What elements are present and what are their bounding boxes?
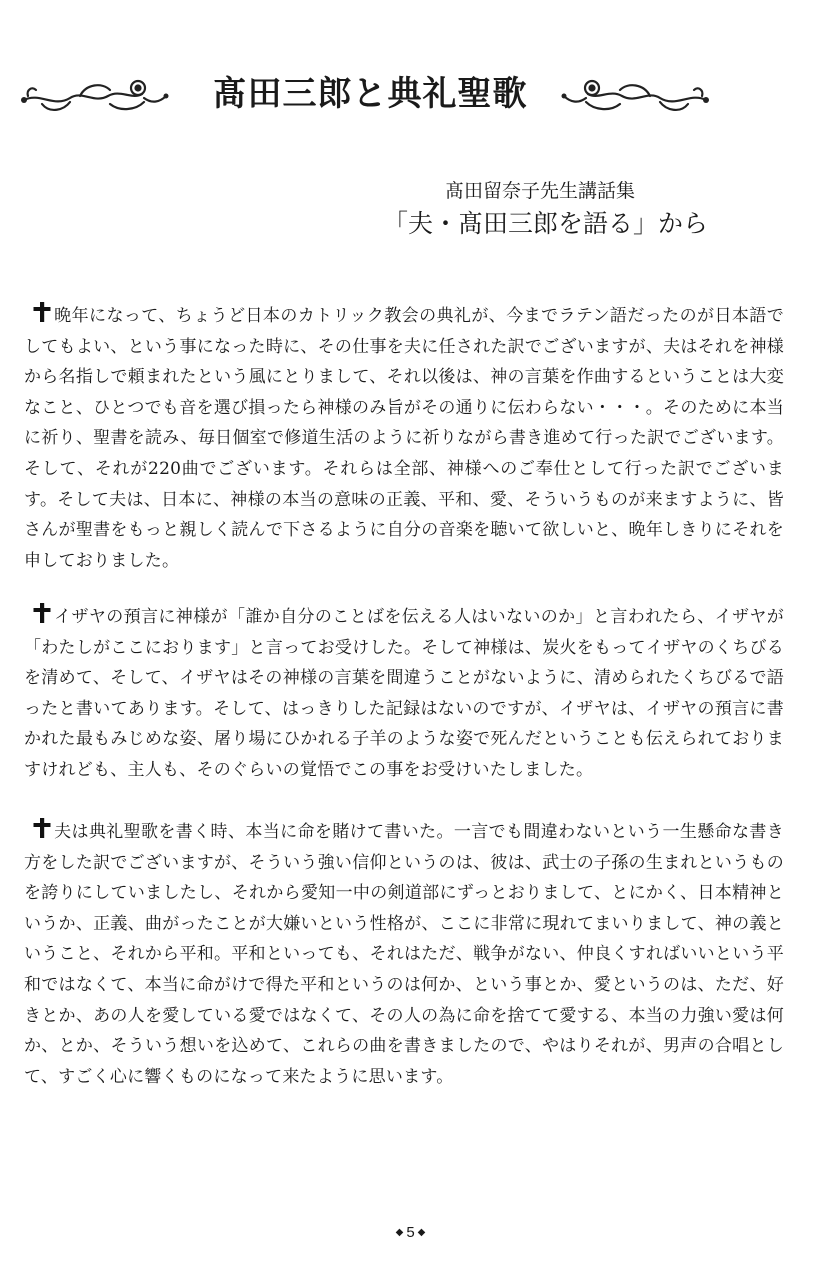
cross-icon <box>32 301 52 323</box>
page-title: 髙田三郎と典礼聖歌 <box>212 74 528 114</box>
flourish-ornament-icon <box>20 70 170 120</box>
diamond-icon: ◆ <box>395 1227 404 1238</box>
paragraph <box>24 602 784 786</box>
cross-icon <box>32 817 52 839</box>
paragraph <box>24 301 784 576</box>
source-citation <box>383 178 709 242</box>
title-row <box>0 64 821 132</box>
diamond-icon: ◆ <box>417 1227 426 1238</box>
source-collection-title: 髙田留奈子先生講話集 <box>445 180 636 202</box>
paragraph-text: 晩年になって、ちょうど日本のカトリック教会の典礼が、今までラテン語だったのが日本語でしてもよい、という事になった時に、その仕事を夫に任された訳でございますが、夫はそれを神様から名指しで頼まれたという風にとりまして、それ以後は、神の言葉を作曲するということは大変なこと、ひとつでも音を選び損ったら神様のみ旨がその通りに伝わらない・・・。そのために本当に祈り、聖書を読み、毎日個室で修道生活のように祈りながら書き進めて行った訳でございます。そして、それが220曲でございます。それらは全部、神様へのご奉仕として行った訳でございます。そして夫は、日本に、神様の本当の意味の正義、平和、愛、そういうものが来ますように、皆さんが聖書をもっと親しく読んで下さるように自分の音楽を聴いて欲しいと、晩年しきりにそれを申しておりました。 <box>24 306 784 571</box>
cross-icon <box>32 602 52 624</box>
page-number: 5 <box>406 1224 415 1241</box>
page-footer <box>0 1224 821 1241</box>
source-lecture-title: 「夫・髙田三郎を語る」から <box>383 209 709 238</box>
paragraph-text: イザヤの預言に神様が「誰か自分のことばを伝える人はいないのか」と言われたら、イザヤが「わたしがここにおります」と言ってお受けした。そして神様は、炭火をもってイザヤのくちびるを清めて、そして、イザヤはその神様の言葉を間違うことがないように、清められたくちびるで語ったと書いてあります。そして、はっきりした記録はないのですが、イザヤは、イザヤの預言に書かれた最もみじめな姿、屠り場にひかれる子羊のような姿で死んだということも伝えられておりますけれども、主人も、そのぐらいの覚悟でこの事をお受けいたしました。 <box>24 607 784 780</box>
paragraph-text: 夫は典礼聖歌を書く時、本当に命を賭けて書いた。一言でも間違わないという一生懸命な書き方をした訳でございますが、そういう強い信仰というのは、彼は、武士の子孫の生まれというものを誇りにしていましたし、それから愛知一中の剣道部にずっとおりまして、とにかく、日本精神というか、正義、曲がったことが大嫌いという性格が、ここに非常に現れてまいりまして、神の義ということ、それから平和。平和といっても、それはただ、戦争がない、仲良くすればいいという平和ではなくて、本当に命がけで得た平和というのは何か、という事とか、愛というのは、ただ、好きとか、あの人を愛している愛ではなくて、その人の為に命を捨てて愛する、本当の力強い愛は何か、とか、そういう想いを込めて、これらの曲を書きましたので、やはりそれが、男声の合唱として、すごく心に響くものになって来たように思います。 <box>24 822 784 1087</box>
flourish-ornament-icon <box>560 70 710 120</box>
paragraph <box>24 817 784 1092</box>
